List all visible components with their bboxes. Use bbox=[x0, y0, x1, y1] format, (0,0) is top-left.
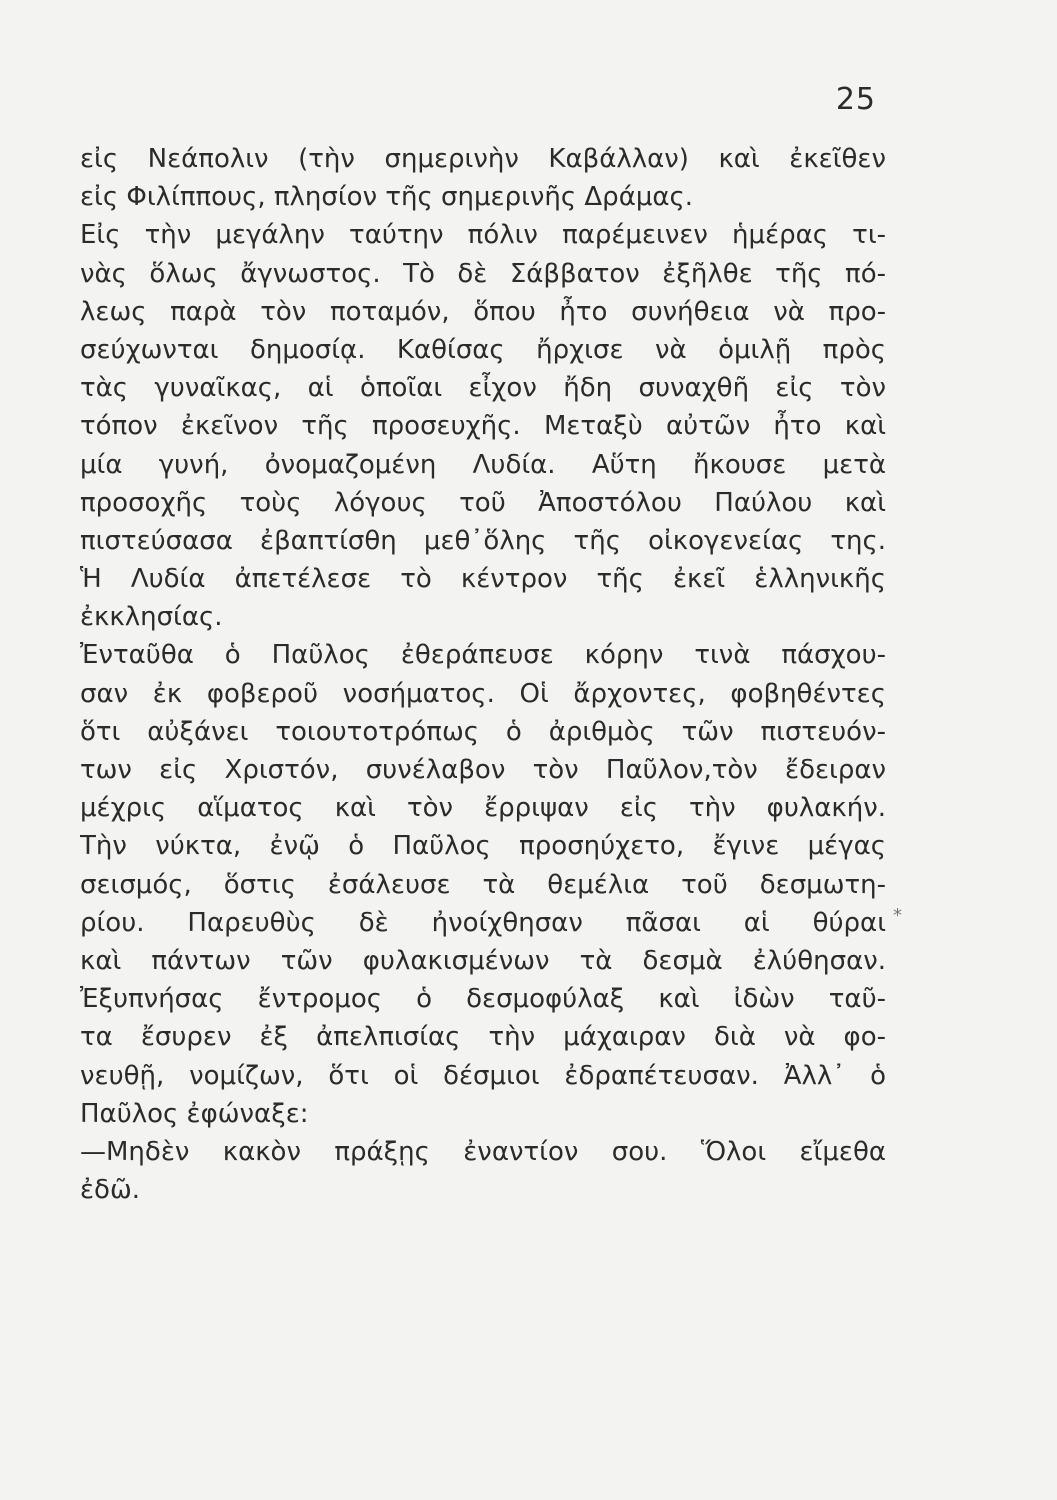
text-line: εἰς Νεάπολιν (τὴν σημερινὴν Καβάλλαν) καὶ ἐκεῖθεν bbox=[80, 144, 886, 174]
text-line: των εἰς Χριστόν, συνέλαβον τὸν Παῦλον,τὸν ἔδειραν bbox=[80, 755, 886, 785]
text-line: τὰς γυναῖκας, αἱ ὁποῖαι εἶχον ἤδη συναχθῆ εἰς τὸν bbox=[80, 373, 886, 404]
text-line: σεύχωνται δημοσίᾳ. Καθίσας ἤρχισε νὰ ὁμιλῇ πρὸς bbox=[80, 334, 886, 365]
text-line: Ἐξυπνήσας ἔντρομος ὁ δεσμοφύλαξ καὶ ἰδὼν ταῦ- bbox=[80, 984, 886, 1015]
text-line: ρίου. Παρευθὺς δὲ ἠνοίχθησαν πᾶσαι αἱ θύραι bbox=[80, 907, 886, 938]
text-line: τα ἔσυρεν ἐξ ἀπελπισίας τὴν μάχαιραν διὰ νὰ φο- bbox=[80, 1022, 886, 1053]
margin-ornament: * bbox=[893, 905, 902, 926]
text-line: προσοχῆς τοὺς λόγους τοῦ Ἀποστόλου Παύλου καὶ bbox=[80, 487, 886, 518]
text-line: νὰς ὅλως ἄγνωστος. Τὸ δὲ Σάββατον ἐξῆλθε τῆς πό- bbox=[80, 258, 886, 289]
body-text bbox=[80, 140, 886, 1209]
text-line: τόπον ἐκεῖνον τῆς προσευχῆς. Μεταξὺ αὐτῶν ἦτο καὶ bbox=[80, 411, 886, 442]
text-line: καὶ πάντων τῶν φυλακισμένων τὰ δεσμὰ ἐλύθησαν. bbox=[80, 945, 886, 976]
page-number: 25 bbox=[835, 82, 876, 117]
text-line: —Μηδὲν κακὸν πράξῃς ἐναντίον σου. Ὅλοι εἴμεθα bbox=[80, 1136, 886, 1167]
text-line: Παῦλος ἐφώναξε: bbox=[80, 1098, 309, 1129]
text-line: Ἡ Λυδία ἀπετέλεσε τὸ κέντρον τῆς ἐκεῖ ἑλληνικῆς bbox=[80, 564, 886, 595]
text-line: μέχρις αἵματος καὶ τὸν ἔρριψαν εἰς τὴν φυλακήν. bbox=[80, 793, 886, 824]
text-line: νευθῇ, νομίζων, ὅτι οἱ δέσμιοι ἐδραπέτευσαν. Ἀλλ᾽ ὁ bbox=[80, 1060, 886, 1091]
text-line: λεως παρὰ τὸν ποταμόν, ὅπου ἦτο συνήθεια νὰ προ- bbox=[80, 296, 886, 327]
text-line: ἐδῶ. bbox=[80, 1175, 140, 1206]
text-line: σαν ἐκ φοβεροῦ νοσήματος. Οἱ ἄρχοντες, φοβηθέντες bbox=[80, 678, 886, 709]
text-line: μία γυνή, ὀνομαζομένη Λυδία. Αὕτη ἤκουσε μετὰ bbox=[80, 449, 886, 480]
text-line: σεισμός, ὅστις ἐσάλευσε τὰ θεμέλια τοῦ δεσμωτη- bbox=[80, 869, 886, 900]
text-line: ἐκκλησίας. bbox=[80, 602, 223, 633]
text-line: Τὴν νύκτα, ἐνῷ ὁ Παῦλος προσηύχετο, ἔγινε μέγας bbox=[80, 831, 886, 862]
text-line: εἰς Φιλίππους, πλησίον τῆς σημερινῆς Δράμας. bbox=[80, 182, 694, 213]
text-line: ὅτι αὐξάνει τοιουτοτρόπως ὁ ἀριθμὸς τῶν πιστευόν- bbox=[80, 716, 886, 747]
text-line: Εἰς τὴν μεγάλην ταύτην πόλιν παρέμεινεν ἡμέρας τι- bbox=[80, 220, 886, 251]
text-line: Ἐνταῦθα ὁ Παῦλος ἐθεράπευσε κόρην τινὰ πάσχου- bbox=[80, 640, 886, 671]
text-line: πιστεύσασα ἐβαπτίσθη μεθ᾽ὅλης τῆς οἰκογενείας της. bbox=[80, 525, 886, 556]
